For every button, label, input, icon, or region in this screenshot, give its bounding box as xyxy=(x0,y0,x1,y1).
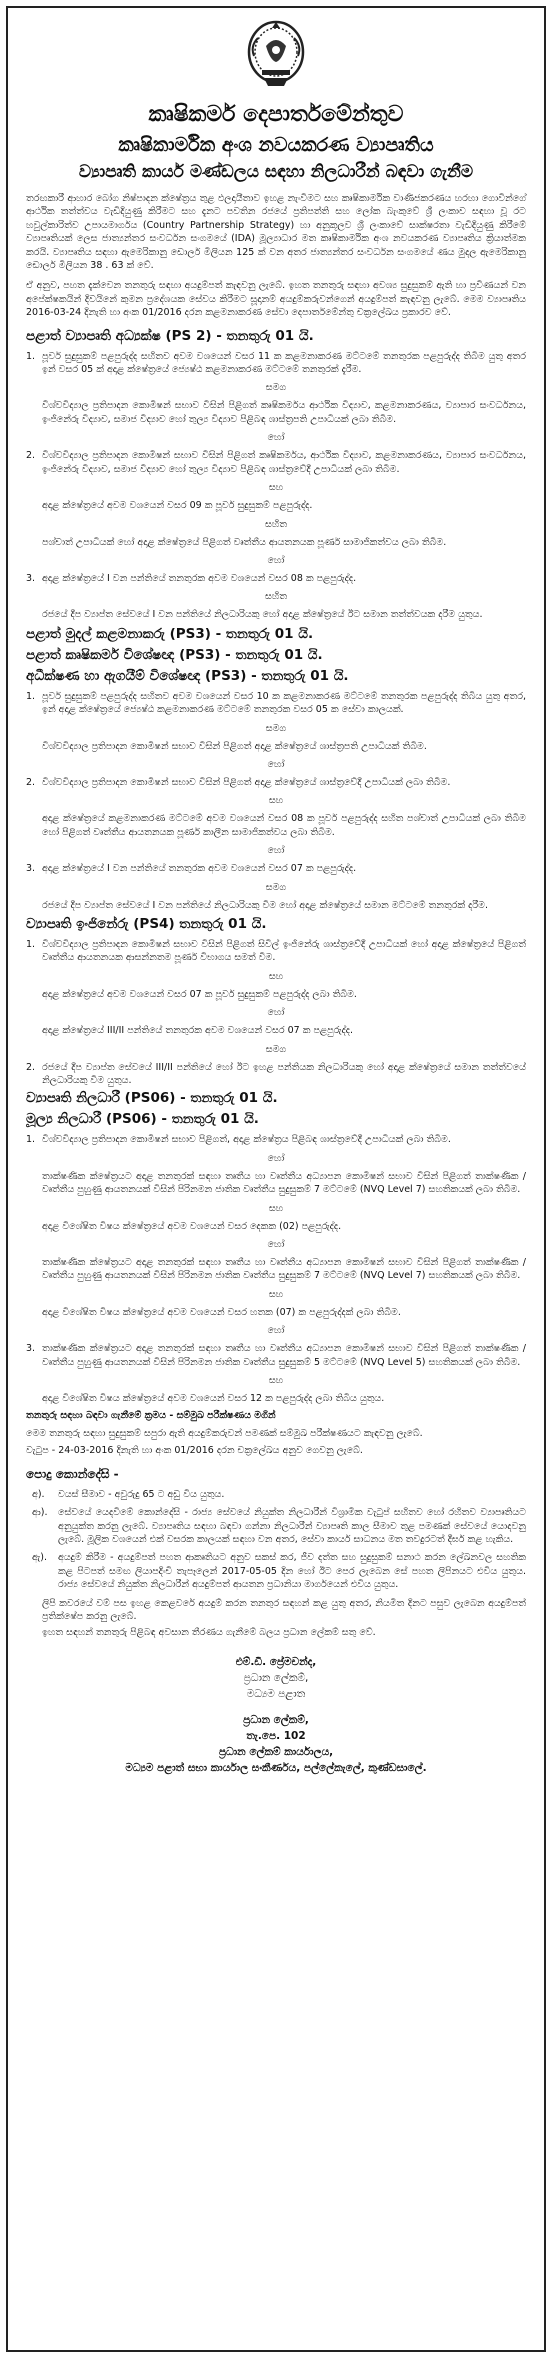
intro-section xyxy=(26,192,526,320)
condition-label: ඇ). xyxy=(32,1552,47,1564)
qualification-item xyxy=(26,690,526,717)
qualification-detail: අදාළ ක්ෂේත්‍රයේ III/II පන්තියේ තනතුරක අවම වශයෙන් වසර 07 ක පළපුරුද්ද. xyxy=(42,1025,353,1037)
qualification-item xyxy=(26,862,526,875)
signature-block xyxy=(26,1654,526,1776)
qualification-detail: අදාළ ක්ෂේත්‍රයේ අවම වශයෙන් වසර 07 ක පූර්ව සුදුසුකම් පළපුරුද්ද ලබා තිබීම. xyxy=(42,988,357,1000)
condition-item xyxy=(26,1488,526,1501)
signatory-name: එම්.ඩී. ප්‍රේමචන්ද, xyxy=(235,1655,317,1668)
qualification-detail: අදාළ විශේෂිත විෂය ක්ෂේත්‍රයේ අවම වශයෙන් වසර 12 ක පළපුරුද්ද ලබා තිබිය යුතුය. xyxy=(42,1393,385,1405)
qualification-detail: අදාළ විශේෂිත විෂය ක්ෂේත්‍රයේ අවම වශයෙන් වසර දෙකක (02) පළපුරුද්ද. xyxy=(42,1220,342,1232)
qualification-item xyxy=(26,776,526,789)
vacancy-notice xyxy=(6,6,546,2352)
qualification-text: අදාළ ක්ෂේත්‍රයේ I වන පන්තියේ තනතුරක අවම වශයෙන් වසර 08 ක පළපුරුද්ද. xyxy=(42,572,357,584)
connector-word: හෝ xyxy=(267,1325,285,1337)
connector-word: සමග xyxy=(265,1043,287,1055)
qualification-item xyxy=(26,1061,526,1088)
sri-lanka-emblem-icon xyxy=(244,16,308,94)
connector-word: හෝ xyxy=(267,1007,285,1019)
qualification-text: විශ්වවිද්‍යාල ප්‍රතිපාදන කොමිෂන් සභාව විසින් පිළිගත් සිවිල් ඉංජිනේරු ශාස්ත්‍රවේදී උපාධියක් හෝ අදාළ ක්ෂේත්‍රයේ පිළිගත් වෘත්තීය ආයතනයක ආසන්නතම පූර්ණ විභාගය සමත් වීම. xyxy=(42,938,526,964)
condition-note: ලිපි කවරයේ වම් පස ඉහළ කෙළවරේ අයදුම් කරන තනතුර සඳහන් කළ යුතු අතර, නියමිත දිනට පසුව ලැබෙන අයදුම්පත් ප්‍රතික්ෂේප කරනු ලැබේ. xyxy=(42,1597,526,1622)
connector-word: සමග xyxy=(265,881,287,893)
post-section xyxy=(26,625,526,912)
connector-word: සමග xyxy=(265,382,287,394)
address-office: ප්‍රධාන ලේකම් කාර්යාලය, xyxy=(218,1745,334,1758)
post-title: පළාත් මුදල් කළමනාකරු (PS3) - තනතුරු 01 යි. xyxy=(26,625,314,642)
qualification-number: 2. xyxy=(26,1061,36,1073)
connector-word: හෝ xyxy=(267,845,285,857)
post-section xyxy=(26,327,526,622)
post-title: මූල්‍ය නිලධාරී (PS06) - තනතුරු 01 යි. xyxy=(26,1111,259,1128)
condition-label: ආ). xyxy=(32,1507,48,1519)
post-title: ව්‍යාපෘති නිලධාරී (PS06) - තනතුරු 01 යි. xyxy=(26,1090,278,1107)
qualification-item xyxy=(26,938,526,965)
qualification-detail: අදාළ විශේෂිත විෂය ක්ෂේත්‍රයේ අවම වශයෙන් වසර හතක (07) ක පළපුරුද්දක් ලබා තිබීම. xyxy=(42,1306,401,1318)
post-section xyxy=(26,915,526,1087)
connector-word: හෝ xyxy=(267,1152,285,1164)
address-place: මධ්‍යම පළාත් සභා කාර්යාල සංකීර්ණය, පල්ලේකැලේ, කුණ්ඩසාලේ. xyxy=(125,1761,427,1774)
qualification-detail: තාක්ෂණික ක්ෂේත්‍රයට අදාළ තනතුරක් සඳහා තෘතීය හා වෘත්තීය අධ්‍යාපන කොමිෂන් සභාව විසින් පිළිගත් තාක්ෂණික / වෘත්තීය පුහුණු ආයතනයක් විසින් පිරිනමන ජාතික වෘත්තීය සුදුසුකම් 7 මට්ටමේ (NVQ Level 7) සහතිකයක් ලබා තිබීම. xyxy=(42,1257,526,1282)
connector-word: හෝ xyxy=(267,554,285,566)
connector-word: හෝ xyxy=(267,1239,285,1251)
condition-note: ඉහත සඳහන් තනතුරු පිළිබඳ අවසාන තීරණය ගැනීමේ බලය ප්‍රධාන ලේකම් සතු වේ. xyxy=(42,1627,376,1639)
post-title: පළාත් කෘෂිකර්ම විශේෂඥ (PS3) - තනතුරු 01 යි. xyxy=(26,646,323,663)
qualification-detail: අදාළ ක්ෂේත්‍රයේ කළමනාකරණ මට්ටමේ අවම වශයෙන් වසර 08 ක පූර්ව පළපුරුද්ද සහිත පශ්චාත් උපාධියක් ලබා තිබීම හෝ පිළිගත් වෘත්තීය ආයතනයක පූර්ණ කාලීන සාමාජිකත්වය ලබා තිබීම. xyxy=(42,813,526,838)
address-po-box: තැ.පෙ. 102 xyxy=(246,1729,306,1742)
condition-item xyxy=(26,1551,526,1591)
posts-section xyxy=(26,327,526,1406)
recruitment-section xyxy=(26,1409,526,1457)
qualification-text: විශ්වවිද්‍යාල ප්‍රතිපාදන කොමිෂන් සභාව විසින් පිළිගත් කෘෂිකර්මය, ආර්ථික විද්‍යාව, කළමනාකරණය, ව්‍යාපාර සංවර්ධනය, ඉංජිනේරු විද්‍යාව, සමාජ විද්‍යාව හෝ තුල්‍ය විද්‍යාව පිළිබඳ ශාස්ත්‍රවේදී උපාධියක් ලබා තිබීම. xyxy=(42,450,526,475)
qualification-text: රජයේ දීප ව්‍යාප්ත සේවයේ III/II පන්තියේ හෝ ඊට ඉහළ පන්තියක නිලධාරියකු හෝ අදාළ ක්ෂේත්‍රයේ සමාන තත්ත්වයේ නිලධාරියකු වීම යුතුය. xyxy=(42,1061,526,1086)
conditions-list xyxy=(26,1488,526,1640)
qualification-number: 3. xyxy=(26,1343,36,1355)
qualification-item xyxy=(26,449,526,476)
qualification-number: 1. xyxy=(26,690,36,702)
post-title: අධීක්ෂණ හා ඇගයීම් විශේෂඥ (PS3) - තනතුරු 01 යි. xyxy=(26,667,349,684)
connector-word: සමග xyxy=(265,722,287,734)
qualification-number: 3. xyxy=(26,863,36,875)
qualification-text: විශ්වවිද්‍යාල ප්‍රතිපාදන කොමිෂන් සභාව විසින් පිළිගත් අදාළ ක්ෂේත්‍රයේ ශාස්ත්‍රවේදී උපාධියක් ලබා තිබීම. xyxy=(42,776,451,788)
qualification-item xyxy=(26,572,526,585)
intro-paragraph: තරඟකාරී ආහාර බෝග නිෂ්පාදන ක්ෂේත්‍රය තුළ ඵලදායීතාව ඉහළ නැංවීමට සහ කෘෂිකාර්මික වාණිජකරණය හරහා ගොවීන්ගේ ආර්ථික තත්ත්වය වැඩිදියුණු කිරීමට සහ දැනට පවතින රජයේ ප්‍රතිපත්ති සහ ලෝක බැංකුවේ ශ්‍රී ලංකාව සඳහා වූ රට හවුල්කාරිත්ව උපායමාර්ගය (Country Partnership Strategy) හා අනුකූලව ශ්‍රී ලංකාවේ සාක්ෂරතා වැඩිදියුණු කිරීමේ ව්‍යාපෘතියක් ලෙස ජාත්‍යන්තර සංවර්ධන සංගමයේ (IDA) මූල්‍යාධාර මත කෘෂිකාර්මික අංශ නවයකරණ ව්‍යාපෘතිය ක්‍රියාත්මක කරයි. ව්‍යාපෘතිය සඳහා ඇමෙරිකානු ඩොලර් මිලියන 125 ක් වන අතර ජාත්‍යන්තර සංවර්ධන සංගමයේ ණය මුදල ඇමෙරිකානු ඩොලර් මිලියන 38 . 63 ක් වේ. xyxy=(26,193,526,272)
qualification-detail: විශ්වවිද්‍යාල ප්‍රතිපාදන කොමිෂන් සභාව විසින් පිළිගත් අදාළ ක්ෂේත්‍රයේ ශාස්ත්‍රපති උපාධියක් තිබීම. xyxy=(42,740,427,752)
qualification-detail: රජයේ දීප ව්‍යාප්ත සේවයේ I වන පන්තියේ නිලධාරියකු වීම හෝ අදාළ ක්ෂේත්‍රයේ සමාන මට්ටමේ තනතුරක් දරීම. xyxy=(42,899,488,911)
qualification-detail: විශ්වවිද්‍යාල ප්‍රතිපාදන කොමිෂන් සභාව විසින් පිළිගත් කෘෂිකර්මය ආර්ථික විද්‍යාව, කළමනාකරණය, ව්‍යාපාර සංවර්ධනය, ඉංජිනේරු විද්‍යාව, සමාජ විද්‍යාව හෝ තුල්‍ය විද්‍යාව පිළිබඳ ශාස්ත්‍රපති උපාධියක් ලබා තිබීම. xyxy=(42,400,526,425)
qualification-detail: තාක්ෂණික ක්ෂේත්‍රයට අදාළ තනතුරක් සඳහා තෘතීය හා වෘත්තීය අධ්‍යාපන කොමිෂන් සභාව විසින් පිළිගත් තාක්ෂණික / වෘත්තීය පුහුණු ආයතනයක් විසින් පිරිනමන ජාතික වෘත්තීය සුදුසුකම් 7 මට්ටමේ (NVQ Level 7) සහතිකයක් ලබා තිබීම. xyxy=(42,1170,526,1196)
connector-word: සහ xyxy=(268,1375,284,1387)
address-title: ප්‍රධාන ලේකම්, xyxy=(243,1713,309,1726)
qualification-item xyxy=(26,350,526,377)
connector-word: සහ xyxy=(268,1202,284,1214)
connector-word: සහ xyxy=(268,1288,284,1300)
qualification-detail: රජයේ දීප ව්‍යාප්ත සේවයේ I වන පන්තියේ නිලධාරියකු හෝ අදාළ ක්ෂේත්‍රයේ ඊට සමාන තත්ත්වයක දරීම යුතුය. xyxy=(42,609,483,621)
qualification-detail: අදාළ ක්ෂේත්‍රයේ අවම වශයෙන් වසර 09 ක පූර්ව සුදුසුකම් පළපුරුද්ද. xyxy=(42,500,313,512)
condition-item xyxy=(26,1506,526,1546)
condition-text: වයස් සීමාව - අවුරුදු 65 ට අඩු විය යුතුය. xyxy=(58,1488,225,1500)
conditions-title: පොදු කොන්දේසි - xyxy=(26,1466,119,1481)
connector-word: සහ xyxy=(268,970,284,982)
recruitment-note: මෙම තනතුරු සඳහා සුදුසුකම් සපුරා ඇති අයදුම්කරුවන් පමණක් සම්මුඛ පරීක්ෂණයට කැඳවනු ලැබේ. xyxy=(26,1427,423,1439)
post-title: ව්‍යාපෘති ඉංජිනේරු (PS4) තනතුරු 01 යි. xyxy=(26,915,267,932)
qualification-item xyxy=(26,1342,526,1369)
salary-note: වැටුප - 24-03-2016 දිනැති හා අංක 01/2016 දරන චක්‍රලේඛය අනුව ගෙවනු ලැබේ. xyxy=(26,1445,363,1457)
department-title: කෘෂිකර්ම දෙපාර්තමේන්තුව xyxy=(148,102,404,127)
condition-label: අ). xyxy=(32,1488,45,1500)
project-title: කෘෂිකාර්මික අංශ නවයකරණ ව්‍යාපෘතිය xyxy=(118,134,434,156)
connector-word: සහ xyxy=(268,482,284,494)
connector-word: සහිත xyxy=(264,518,288,530)
recruitment-method: තනතුරු සඳහා බඳවා ගැනීමේ ක්‍රමය - සම්මුඛ පරීක්ෂණය මගින් xyxy=(26,1410,276,1422)
qualification-number: 1. xyxy=(26,350,36,362)
qualification-item xyxy=(26,1133,526,1146)
qualification-number: 3. xyxy=(26,572,36,584)
qualification-number: 2. xyxy=(26,450,36,462)
qualification-number: 1. xyxy=(26,938,36,950)
connector-word: සහිත xyxy=(264,591,288,603)
qualification-text: අදාළ ක්ෂේත්‍රයේ I වන පන්තියේ තනතුරක අවම වශයෙන් වසර 07 ක පළපුරුද්ද. xyxy=(42,863,357,875)
qualification-detail: පශ්චාත් උපාධියක් හෝ අදාළ ක්ෂේත්‍රයේ පිළිගත් වෘත්තීය ආයතනයක පූර්ණ සාමාජිකත්වය ලබා තිබීම. xyxy=(42,536,447,548)
qualification-text: පූර්ව සුදුසුකම් පළපුරුද්ද සහිතව අවම වශයෙන් වසර 10 ක කළමනාකරණ මට්ටමේ තනතුරක පළපුරුද්ද තිබිය යුතු අතර, ඉන් අදාළ ක්ෂේත්‍රයේ ජ්‍යෙෂ්ඨ කළමනාකරණ මට්ටමේ තනතුරක වසර 05 ක සේවා කාලයක්. xyxy=(42,690,526,716)
connector-word: සහ xyxy=(268,795,284,807)
connector-word: හෝ xyxy=(267,758,285,770)
intro-paragraph: ඒ අනුව, පහත දැක්වෙන තනතුරු සඳහා අයදුම්පත් කැඳවනු ලැබේ. ඉහත තනතුරු සඳහා අවශ්‍ය සුදුසුකම් ඇති හා ප්‍රවීණයන් වන අපේක්ෂකයින් දිවයිනේ කුමන ප්‍රදේශයක සේවය කිරීමට සූදානම් අයදුම්කරුවන්ගෙන් අයදුම්පත් කැඳවනු ලැබේ. මෙම ව්‍යාපෘතිය 2016-03-24 දිනැති හා අංක 01/2016 දරන කළමනාකරණ සේවා දෙපාර්තමේන්තු චක්‍රලේඛය ප්‍රකාරව වේ. xyxy=(26,280,526,319)
signatory-title: ප්‍රධාන ලේකම්, xyxy=(243,1671,309,1684)
qualification-number: 2. xyxy=(26,776,36,788)
condition-text: සේවයේ යෙදවීමේ කොන්දේසි - රාජ්‍ය සේවයේ නියුක්ත නිලධාරීන් විශ්‍රාමික වැටුප් සහිතව හෝ රහිතව ව්‍යාපෘතියට අනුයුක්ත කරනු ලැබේ. ව්‍යාපෘතිය සඳහා බඳවා ගන්නා නිලධාරීන් ව්‍යාපෘති කාල සීමාව තුළ පමණක් සේවයේ යොදවනු ලැබේ. මූලික වශයෙන් එක් වසරක කාලයක් සඳහා වන අතර, සේවා කාර්ය සාධනය මත තවදුරටත් දීර්ඝ කළ හැකිය. xyxy=(58,1507,526,1545)
connector-word: හෝ xyxy=(267,432,285,444)
signatory-province: මධ්‍යම පළාත xyxy=(246,1687,306,1700)
qualification-number: 1. xyxy=(26,1134,36,1146)
qualification-text: පූර්ව සුදුසුකම් පළපුරුද්ද සහිතව අවම වශයෙන් වසර 11 ක කළමනාකරණ මට්ටමේ තනතුරක පළපුරුද්ද තිබීම යුතු අතර ඉන් වසර 05 ක් අදාළ ක්ෂේත්‍රයේ ජ්‍යෙෂ්ඨ කළමනාකරණ මට්ටමේ තනතුරක් දැරීම. xyxy=(42,350,526,376)
post-title: පළාත් ව්‍යාපෘති අධ්‍යක්ෂ (PS 2) - තනතුරු 01 යි. xyxy=(26,327,314,344)
post-section xyxy=(26,1089,526,1405)
qualification-text: විශ්වවිද්‍යාල ප්‍රතිපාදන කොමිෂන් සභාව පිළිගත්, අදාළ ක්ෂේත්‍රය පිළිබඳ ශාස්ත්‍රවේදී උපාධියක් ලබා තිබීම. xyxy=(42,1134,451,1146)
condition-text: අයදුම් කිරීම - අයදුම්පත් පහත ආකෘතියට අනුව සකස් කර, ජීව දත්ත සහ සුදුසුකම් සනාථ කරන ලේඛනවල සහතික කළ පිටපත් සමඟ ලියාපදිංචි තැපෑලෙන් 2017-05-05 දින හෝ ඊට පෙර ලැබෙන සේ පහත ලිපිනයට එවිය යුතුය. රාජ්‍ය සේවයේ නියුක්ත නිලධාරීන් අයදුම්පත් ආයතන ප්‍රධානියා මාර්ගයෙන් එවිය යුතුය. xyxy=(58,1552,526,1591)
qualification-text: තාක්ෂණික ක්ෂේත්‍රයට අදාළ තනතුරක් සඳහා තෘතීය හා වෘත්තීය අධ්‍යාපන කොමිෂන් සභාව විසින් පිළිගත් තාක්ෂණික / වෘත්තීය පුහුණු ආයතනයක් විසින් පිරිනමන ජාතික වෘත්තීය සුදුසුකම් 5 මට්ටමේ (NVQ Level 5) සහතිකයක් ලබා තිබීම. xyxy=(42,1343,526,1368)
notice-heading: ව්‍යාපෘති කාර්ය මණ්ඩලය සඳහා නිලධාරීන් බඳවා ගැනීම xyxy=(78,162,474,182)
